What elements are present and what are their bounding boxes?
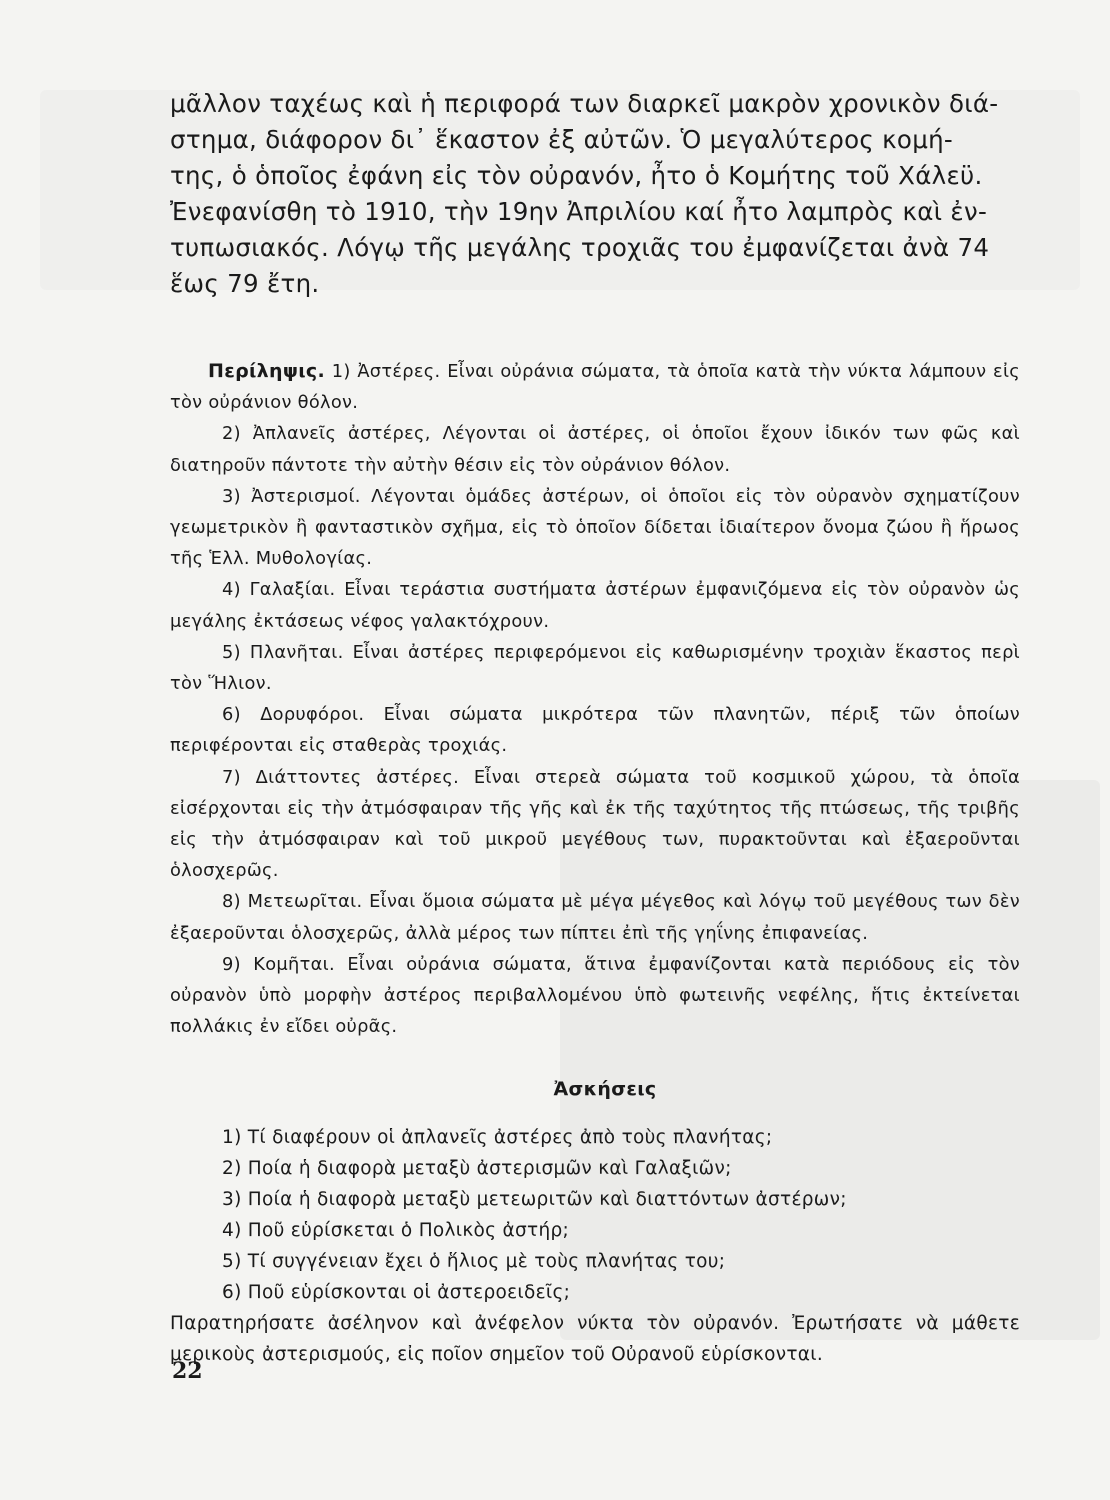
intro-paragraph [170, 86, 1020, 302]
exercises-list [170, 1122, 1020, 1370]
exercise-question: 6) Ποῦ εὑρίσκονται οἱ ἀστεροειδεῖς; [222, 1282, 571, 1304]
summary-item: 9) Κομῆται. Εἶναι οὐράνια σώματα, ἅτινα ἐμφανίζονται κατὰ περιόδους εἰς τὸν οὐρανὸν ὑπὸ μορφὴν ἀστέρος περιβαλλομένου ὑπὸ φωτεινῆς νεφέλης, ἥτις ἐκτείνεται πολλάκις ἐν εἴδει οὐρᾶς. [170, 953, 1020, 1038]
summary-item [170, 356, 1020, 418]
summary-item: 2) Ἀπλανεῖς ἀστέρες, Λέγονται οἱ ἀστέρες, οἱ ὁποῖοι ἔχουν ἰδικόν των φῶς καὶ διατηροῦν πάντοτε τὴν αὐτὴν θέσιν εἰς τὸν οὐράνιον θόλον. [170, 423, 1020, 476]
exercise-instruction: Παρατηρήσατε ἀσέληνον καὶ ἀνέφελον νύκτα τὸν οὐρανόν. Ἐρωτήσατε νὰ μάθετε μερικοὺς ἀστερισμούς, εἰς ποῖον σημεῖον τοῦ Οὐρανοῦ εὑρίσκονται. [170, 1313, 1020, 1366]
exercise-question: 3) Ποία ἡ διαφορὰ μεταξὺ μετεωριτῶν καὶ διαττόντων ἀστέρων; [222, 1189, 847, 1211]
intro-line: ἕως 79 ἔτη. [170, 269, 320, 298]
intro-line: μᾶλλον ταχέως καὶ ἡ περιφορά των διαρκεῖ μακρὸν χρονικὸν διά- [170, 89, 999, 118]
exercise-question: 2) Ποία ἡ διαφορὰ μεταξὺ ἀστερισμῶν καὶ Γαλαξιῶν; [222, 1158, 732, 1180]
intro-line: Ἐνεφανίσθη τὸ 1910, τὴν 19ην Ἀπριλίου καί ἦτο λαμπρὸς καὶ ἐν- [170, 197, 988, 226]
summary-section [170, 356, 1020, 1042]
summary-item: 6) Δορυφόροι. Εἶναι σώματα μικρότερα τῶν πλανητῶν, πέριξ τῶν ὁποίων περιφέρονται εἰς σταθερὰς τροχιάς. [170, 704, 1020, 757]
exercise-question: 5) Τί συγγένειαν ἔχει ὁ ἥλιος μὲ τοὺς πλανήτας του; [222, 1251, 726, 1273]
summary-label: Περίληψις. [208, 360, 325, 382]
exercise-question: 4) Ποῦ εὑρίσκεται ὁ Πολικὸς ἀστήρ; [222, 1220, 570, 1242]
summary-item: 7) Διάττοντες ἀστέρες. Εἶναι στερεὰ σώματα τοῦ κοσμικοῦ χώρου, τὰ ὁποῖα εἰσέρχονται εἰς τὴν ἀτμόσφαιραν τῆς γῆς καὶ ἐκ τῆς ταχύτητος τῆς πτώσεως, τῆς τριβῆς εἰς τὴν ἀτμόσφαιραν καὶ τοῦ μικροῦ μεγέθους των, πυρακτοῦνται καὶ ἐξαεροῦνται ὁλοσχερῶς. [170, 766, 1020, 882]
intro-line: τυπωσιακός. Λόγῳ τῆς μεγάλης τροχιᾶς του ἐμφανίζεται ἀνὰ 74 [170, 233, 990, 262]
page-content [170, 86, 1020, 1370]
exercise-question: 1) Τί διαφέρουν οἱ ἀπλανεῖς ἀστέρες ἀπὸ τοὺς πλανήτας; [222, 1127, 773, 1149]
intro-line: στημα, διάφορον δι᾽ ἕκαστον ἐξ αὐτῶν. Ὁ μεγαλύτερος κομή- [170, 125, 954, 154]
exercises-heading: Ἀσκήσεις [553, 1078, 657, 1101]
page-number: 22 [172, 1358, 203, 1384]
summary-item: 4) Γαλαξίαι. Εἶναι τεράστια συστήματα ἀστέρων ἐμφανιζόμενα εἰς τὸν οὐρανὸν ὡς μεγάλης ἐκτάσεως νέφος γαλακτόχρουν. [170, 579, 1020, 632]
summary-item-text: 1) Ἀστέρες. Εἶναι οὐράνια σώματα, τὰ ὁποῖα κατὰ τὴν νύκτα λάμπουν εἰς τὸν οὐράνιον θόλον. [170, 361, 1020, 414]
summary-item: 3) Ἀστερισμοί. Λέγονται ὁμάδες ἀστέρων, οἱ ὁποῖοι εἰς τὸν οὐρανὸν σχηματίζουν γεωμετρικὸν ἢ φανταστικὸν σχῆμα, εἰς τὸ ὁποῖον δίδεται ἰδιαίτερον ὄνομα ζώου ἢ ἥρωος τῆς Ἑλλ. Μυθολογίας. [170, 485, 1020, 570]
summary-item: 5) Πλανῆται. Εἶναι ἀστέρες περιφερόμενοι εἰς καθωρισμένην τροχιὰν ἕκαστος περὶ τὸν Ἥλιον. [170, 641, 1020, 695]
intro-line: της, ὁ ὁποῖος ἐφάνη εἰς τὸν οὐρανόν, ἦτο ὁ Κομήτης τοῦ Χάλεϋ. [170, 161, 983, 190]
summary-item: 8) Μετεωρῖται. Εἶναι ὅμοια σώματα μὲ μέγα μέγεθος καὶ λόγῳ τοῦ μεγέθους των δὲν ἐξαεροῦνται ὁλοσχερῶς, ἀλλὰ μέρος των πίπτει ἐπὶ τῆς γηΐνης ἐπιφανείας. [170, 891, 1020, 944]
